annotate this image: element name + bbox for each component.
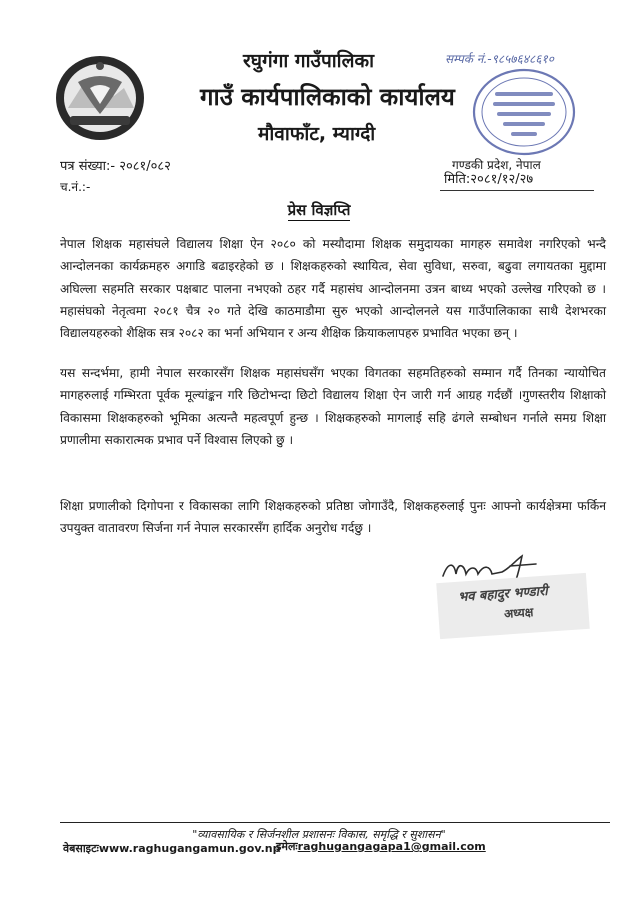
reference-number: पत्र संख्या:- २०८१/०८२: [60, 159, 171, 174]
signatory-title: अध्यक्ष: [503, 604, 534, 622]
province: गण्डकी प्रदेश, नेपाल: [452, 158, 541, 172]
document-title: प्रेस विज्ञप्ति: [287, 201, 351, 219]
footer-website: वेबसाइटःwww.raghugangamun.gov.np: [63, 842, 281, 855]
email-link[interactable]: raghugangagapa1@gmail.com: [297, 840, 486, 853]
nepal-emblem-icon: [52, 52, 148, 144]
office-seal-icon: [465, 62, 583, 162]
date: मिति:२०८१/१२/२७: [440, 170, 594, 191]
footer-email: इमेलःraghugangagapa1@gmail.com: [276, 840, 486, 853]
body-paragraph-1: नेपाल शिक्षक महासंघले विद्यालय शिक्षा ऐन २०८० को मस्यौदामा शिक्षक समुदायका मागहरु समावेश नगरिएको भन्दै आन्दोलनका कार्यक्रमहरु अगाडि बढाइरहेको छ । शिक्षकहरुको स्थायित्व, सेवा सुविधा, सरुवा, बढुवा लगायतका मुद्दामा अघिल्ला सहमति सरकार पक्षबाट पालना नभएको ठहर गर्दै महासंघ आन्दोलनमा उत्रन बाध्य भएको उल्लेख गरिएको छ । महासंघको नेतृत्वमा २०८१ चैत्र २० गते देखि काठमाडौमा सुरु भएको आन्दोलनले यस गाउँपालिकाका साथै देशभरका विद्यालयहरुको शैक्षिक सत्र २०८२ का भर्ना अभियान र अन्य शैक्षिक क्रियाकलापहरु प्रभावित भएका छन् ।: [60, 237, 606, 341]
contact-number: सम्पर्क नं.-९८५७६४८६१०: [445, 52, 554, 66]
footer-divider: [60, 822, 610, 823]
municipality-name: रघुगंगा गाउँपालिका: [243, 50, 374, 72]
body-paragraph-3: शिक्षा प्रणालीको दिगोपना र विकासका लागि शिक्षकहरुको प्रतिष्ठा जोगाउँदै, शिक्षकहरुलाई पुनः आफ्नो कार्यक्षेत्रमा फर्किन उपयुक्त वातावरण सिर्जना गर्न नेपाल सरकारसँग हार्दिक अनुरोध गर्दछु ।: [60, 499, 606, 536]
office-name: गाउँ कार्यपालिकाको कार्यालय: [200, 83, 455, 111]
footer-slogan: "व्यावसायिक र सिर्जनशील प्रशासनः विकास, समृद्धि र सुशासन": [192, 828, 446, 841]
signatory-name: भव बहादुर भण्डारी: [457, 583, 549, 606]
body-paragraph-2: यस सन्दर्भमा, हामी नेपाल सरकारसँग शिक्षक महासंघसँग भएका विगतका सहमतिहरुको सम्मान गर्दै तिनका न्यायोचित मागहरुलाई गम्भिरता पूर्वक मूल्यांङ्कन गरि छिटोभन्दा छिटो विद्यालय शिक्षा ऐन जारी गर्न आग्रह गर्दछौं ।गुणस्तरीय शिक्षाको विकासमा शिक्षकहरुको भूमिका अत्यन्तै महत्वपूर्ण हुन्छ । शिक्षकहरुको मागलाई सहि ढंगले सम्बोधन गर्नाले समग्र शिक्षा प्रणालीमा सकारात्मक प्रभाव पर्ने विश्वास लिएको छु ।: [60, 366, 606, 447]
office-location: मौवाफाँट, म्याग्दी: [258, 123, 376, 145]
dispatch-number: च.नं.:-: [60, 180, 91, 194]
